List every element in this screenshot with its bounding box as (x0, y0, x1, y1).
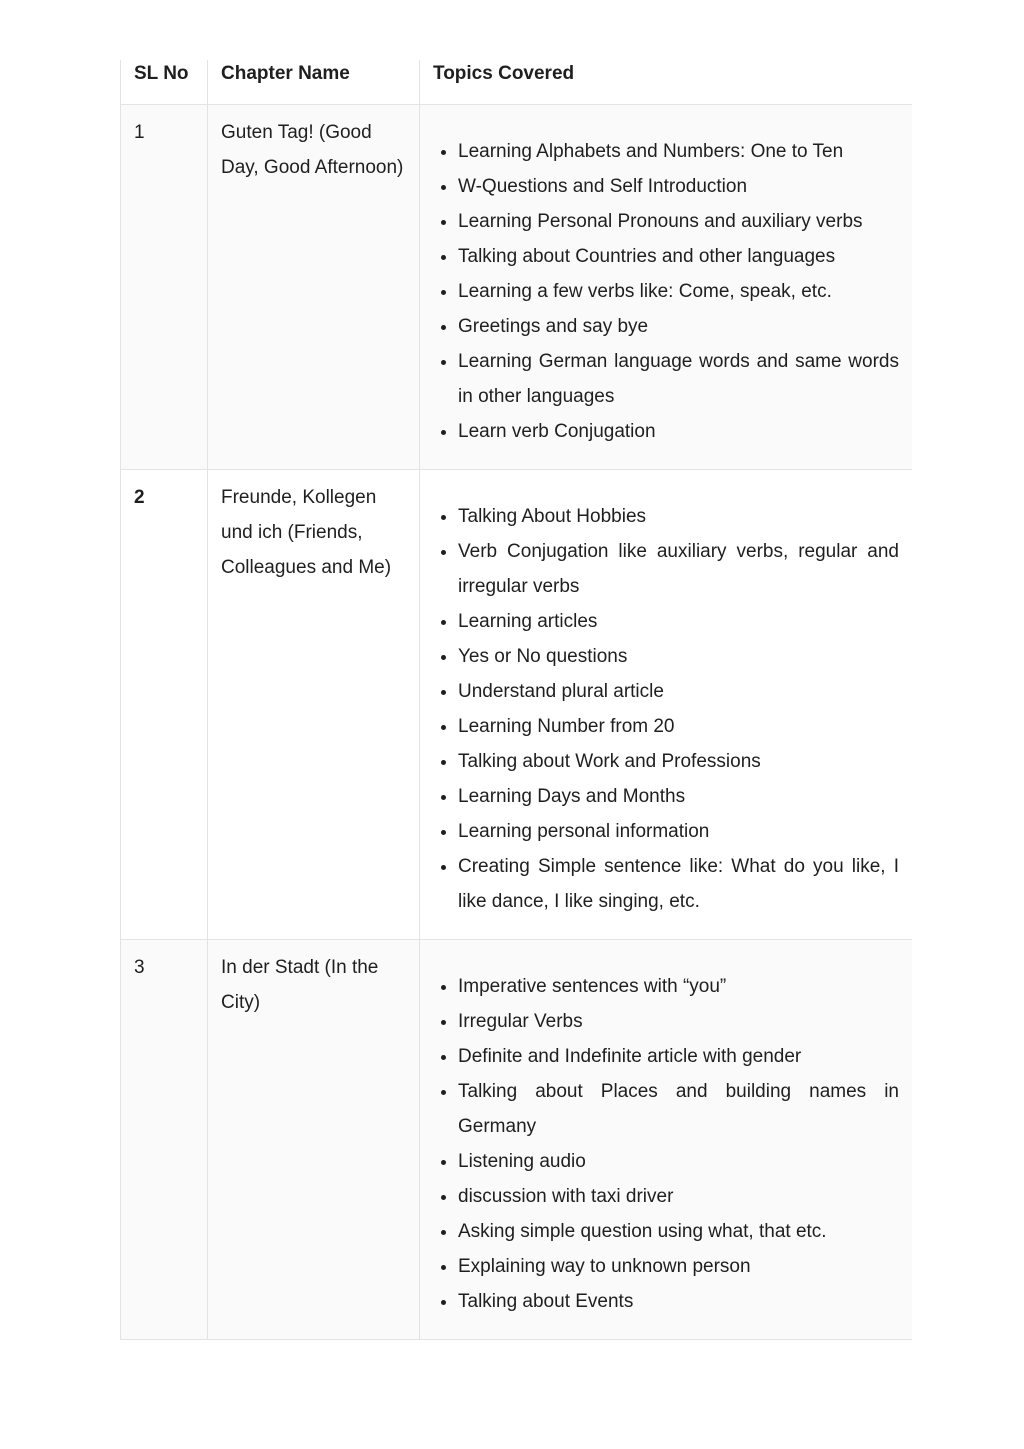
topics-cell (420, 940, 913, 1340)
table-row (121, 940, 913, 1340)
topics-cell (420, 105, 913, 470)
list-item: • Explaining way to unknown person (458, 1249, 899, 1284)
list-item: • Learning personal information (458, 814, 899, 849)
syllabus-table (120, 60, 912, 1340)
list-item: • Definite and Indefinite article with gender (458, 1039, 899, 1074)
topics-list (433, 480, 899, 919)
header-sl-no: SL No (121, 60, 208, 105)
list-item: • Understand plural article (458, 674, 899, 709)
topics-cell (420, 470, 913, 940)
list-item: • Yes or No questions (458, 639, 899, 674)
chapter-name-cell: Guten Tag! (Good Day, Good Afternoon) (208, 105, 420, 470)
list-item: • Talking about Places and building names in Germany (458, 1074, 899, 1144)
chapter-name-cell: In der Stadt (In the City) (208, 940, 420, 1340)
document-page (120, 60, 912, 1356)
list-item: • Creating Simple sentence like: What do you like, I like dance, I like singing, etc. (458, 849, 899, 919)
list-item: • Learning articles (458, 604, 899, 639)
list-item: • Talking About Hobbies (458, 499, 899, 534)
list-item: • Learning Alphabets and Numbers: One to Ten (458, 134, 899, 169)
list-item: • Talking about Work and Professions (458, 744, 899, 779)
topics-list (433, 115, 899, 449)
sl-no-cell: 2 (121, 470, 208, 940)
list-item: • Talking about Events (458, 1284, 899, 1319)
list-item: • Imperative sentences with “you” (458, 969, 899, 1004)
header-topics-covered: Topics Covered (420, 60, 913, 105)
list-item: • discussion with taxi driver (458, 1179, 899, 1214)
chapter-name-cell: Freunde, Kollegen und ich (Friends, Colleagues and Me) (208, 470, 420, 940)
sl-no-cell: 1 (121, 105, 208, 470)
list-item: • Irregular Verbs (458, 1004, 899, 1039)
list-item: • Learn verb Conjugation (458, 414, 899, 449)
list-item: • Greetings and say bye (458, 309, 899, 344)
topics-list (433, 950, 899, 1319)
table-row (121, 470, 913, 940)
list-item: • Talking about Countries and other languages (458, 239, 899, 274)
list-item: • Learning a few verbs like: Come, speak, etc. (458, 274, 899, 309)
list-item: • W-Questions and Self Introduction (458, 169, 899, 204)
table-row (121, 105, 913, 470)
list-item: • Learning Days and Months (458, 779, 899, 814)
sl-no-cell: 3 (121, 940, 208, 1340)
list-item: • Learning German language words and same words in other languages (458, 344, 899, 414)
header-chapter-name: Chapter Name (208, 60, 420, 105)
list-item: • Learning Number from 20 (458, 709, 899, 744)
table-header-row (121, 60, 913, 105)
list-item: • Asking simple question using what, that etc. (458, 1214, 899, 1249)
list-item: • Verb Conjugation like auxiliary verbs, regular and irregular verbs (458, 534, 899, 604)
list-item: • Learning Personal Pronouns and auxiliary verbs (458, 204, 899, 239)
list-item: • Listening audio (458, 1144, 899, 1179)
